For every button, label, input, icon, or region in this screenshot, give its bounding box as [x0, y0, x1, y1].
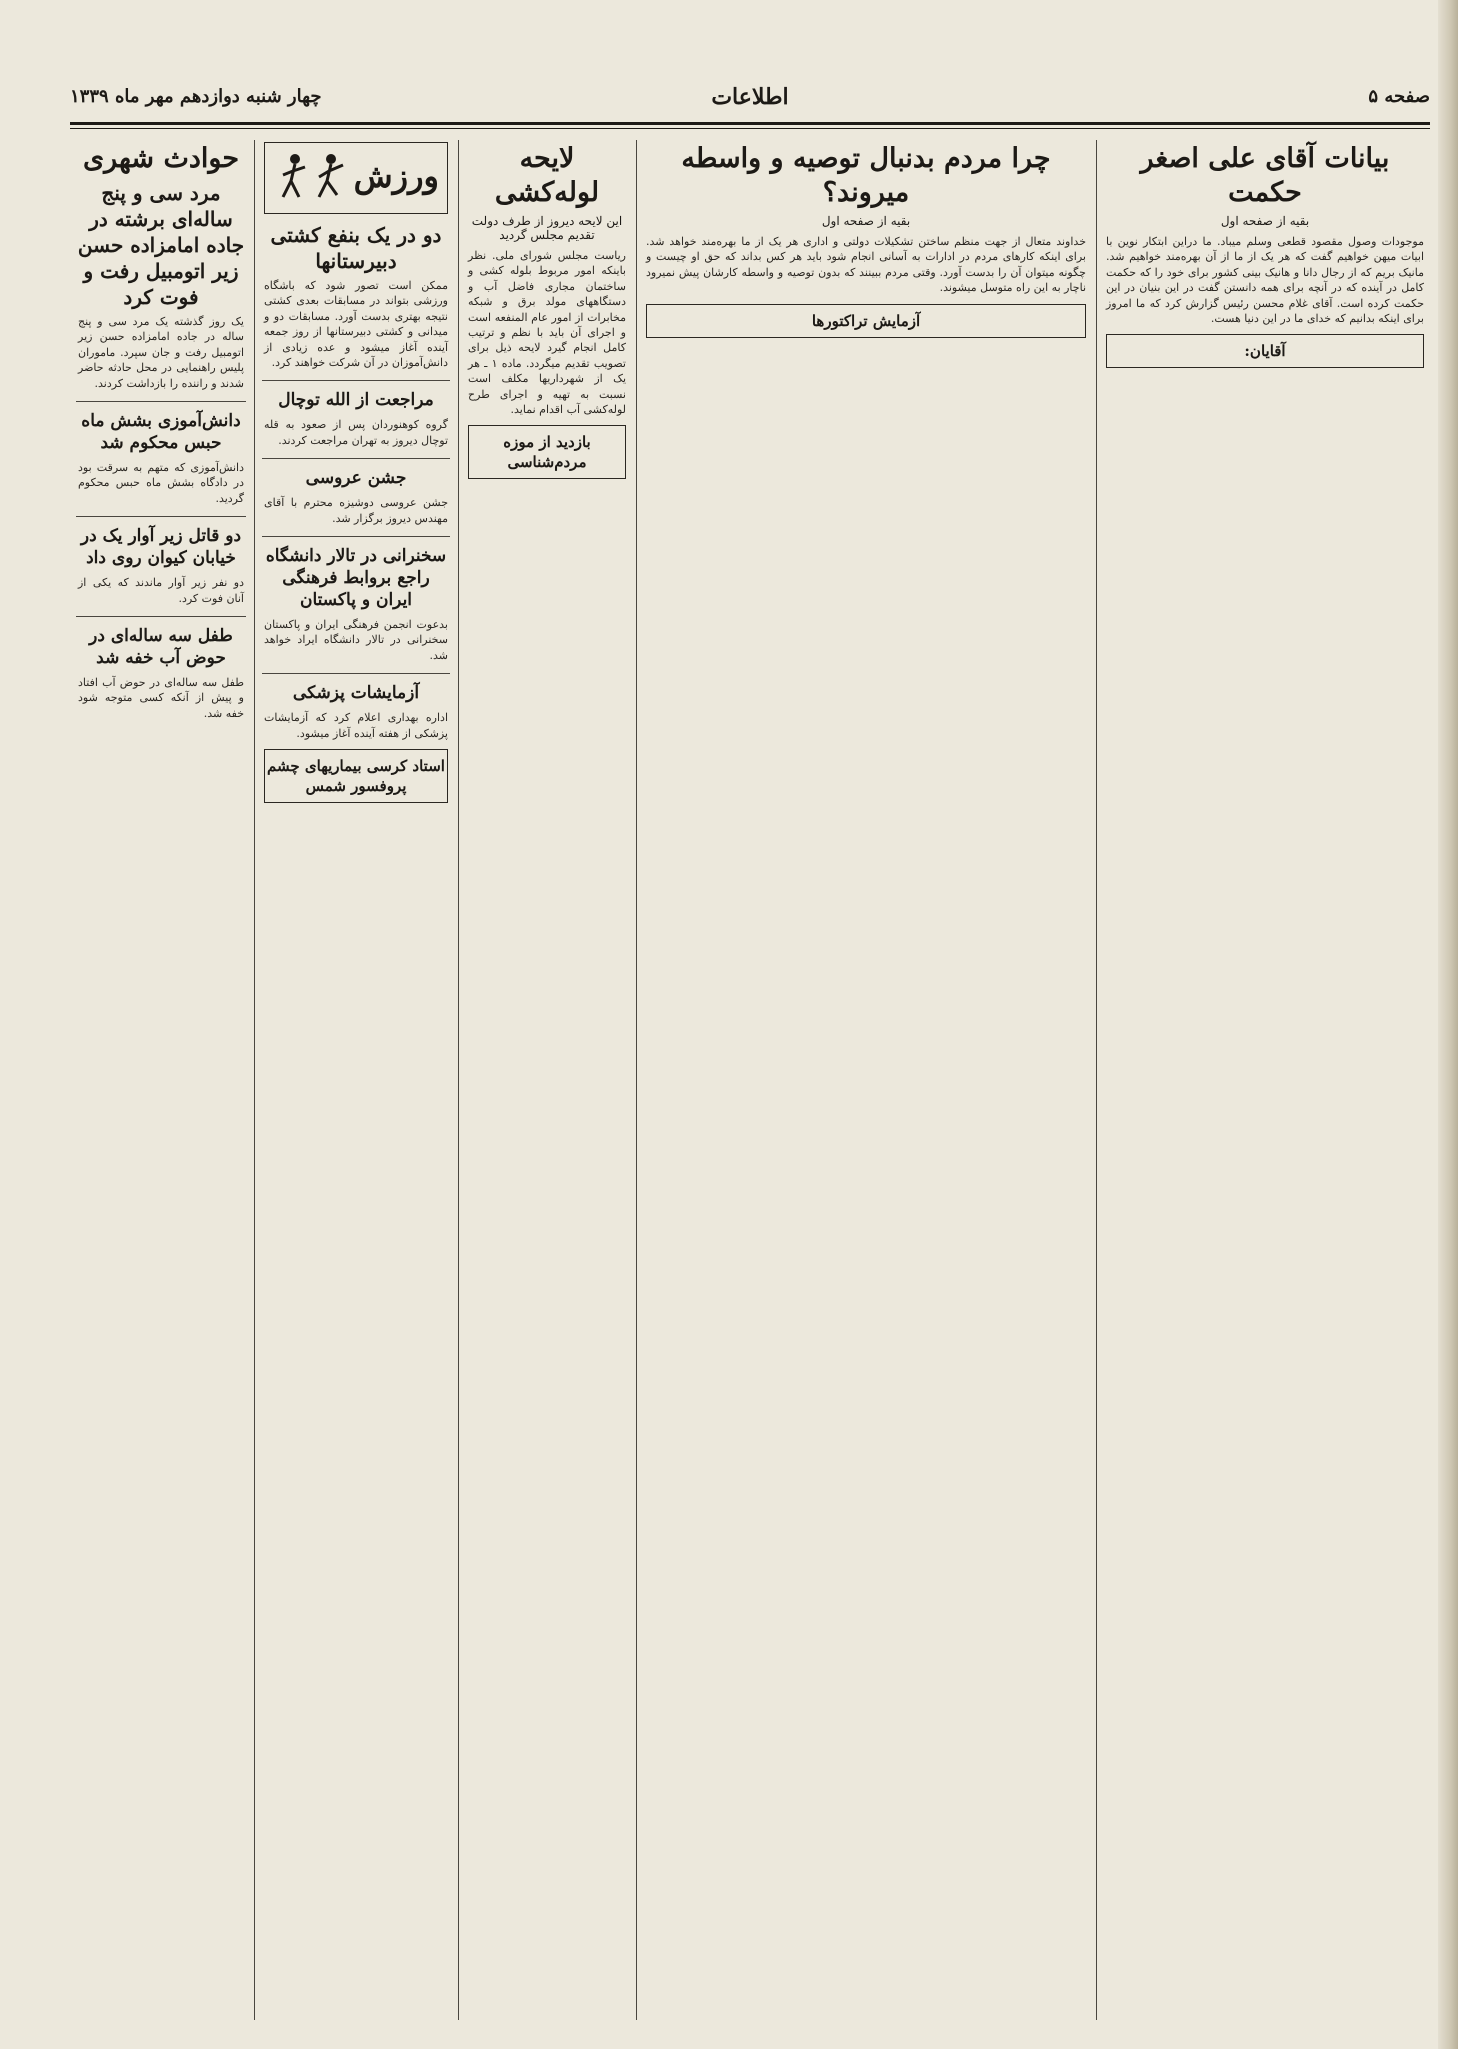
box-professor: استاد کرسی بیماریهای چشم پروفسور شمس [264, 749, 448, 803]
article-body: گروه کوهنوردان پس از صعود به قله توچال دیروز به تهران مراجعت کردند. [264, 418, 448, 447]
column-sports [258, 140, 454, 2035]
column-hekmat [1100, 140, 1430, 2035]
column-recommendation [640, 140, 1092, 2035]
column-rule [458, 140, 459, 2020]
kicker-recommendation: بقیه از صفحه اول [821, 214, 911, 228]
article-body: خداوند متعال از جهت منظم ساختن تشکیلات دولتی و اداری هر یک از ما بهره‌مند خواهد شد. برای اینکه کارهای مردم در ادارات به آسانی انجام شود باید هر کس بداند که حق او چیست و چگونه میتوان آن را بدست آورد. وقتی مردم ببینند که بدون توصیه و واسطه کارشان پیش نمیرود ناچار به این راه متوسل میشوند. [646, 235, 1086, 295]
masthead-rule-thin [70, 128, 1430, 129]
headline-tochal: مراجعت از الله توچال [262, 380, 450, 411]
column-city-events [72, 140, 250, 2035]
page-number: صفحه ۵ [1368, 86, 1430, 107]
issue-date: چهار شنبه دوازدهم مهر ماه ۱۳۳۹ [70, 86, 322, 107]
headline-medical-tests: آزمایشات پزشکی [262, 673, 450, 704]
headline-drowning: طفل سه ساله‌ای در حوض آب خفه شد [76, 616, 246, 669]
article-body: طفل سه ساله‌ای در حوض آب افتاد و پیش از آنکه کسی متوجه شود خفه شد. [78, 676, 244, 720]
article-body: بدعوت انجمن فرهنگی ایران و پاکستان سخنرانی در تالار دانشگاه ایراد خواهد شد. [264, 618, 448, 662]
box-agha: آقایان: [1106, 334, 1424, 368]
article-body: یک روز گذشته یک مرد سی و پنج ساله در جاده امامزاده حسن زیر اتومبیل رفت و جان سپرد. ماموران پلیس راهنمایی در محل حادثه حاضر شدند و راننده را بازداشت کردند. [78, 315, 244, 390]
article-body: ممکن است تصور شود که باشگاه ورزشی بتواند در مسابقات بعدی کشتی نتیجه بهتری بدست آورد. مسابقات دو و میدانی و کشتی دبیرستانها از روز جمعه آینده آغاز میشود و عده زیادی از دانش‌آموزان در آن شرکت خواهند کرد. [264, 279, 448, 370]
headline-hekmat: بیانات آقای علی اصغر حکمت [1140, 143, 1390, 208]
article-body: موجودات وصول مقصود قطعی وسلم میباد. ما دراین ابتکار نوین با ابیات میهن خواهیم گفت که هر یک از ما از آن بهره‌مند خواهیم شد. مانیک بریم که از رجال دانا و هانیک بینی کشور برای خود را که حکمت کامل در آینده که در آنچه برای همه دانستن گفت در این بنیان در این حکمت کرده است. آقای غلام محسن رئیس گزارش کرد که ما امروز برای اینکه بدانیم که خدای ما در این دنیا هست. [1106, 235, 1424, 326]
headline-city-events: حوادث شهری [82, 143, 240, 174]
article-body: دانش‌آموزی که متهم به سرقت بود در دادگاه بشش ماه حبس محکوم گردید. [78, 461, 244, 505]
column-rule [254, 140, 255, 2020]
headline-recommendation: چرا مردم بدنبال توصیه و واسطه میروند؟ [681, 143, 1051, 208]
box-museum: بازدید از موزه مردم‌شناسی [468, 425, 626, 479]
headline-accident: مرد سی و پنج ساله‌ای برشته در جاده امامزاده حسن زیر اتومبیل رفت و فوت کرد [77, 181, 245, 309]
headline-wedding: جشن عروسی [262, 458, 450, 489]
kicker-pipeline: این لایحه دیروز از طرف دولت تقدیم مجلس گردید [471, 214, 623, 242]
column-rule [636, 140, 637, 2020]
box-tractors: آزمایش تراکتورها [646, 304, 1086, 338]
masthead-rule [70, 122, 1430, 125]
headline-student-sentenced: دانش‌آموزی بشش ماه حبس محکوم شد [76, 401, 246, 454]
paper-name: اطلاعات [711, 84, 789, 110]
headline-wrestling: دو در یک بنفع کشتی دبیرستانها [270, 223, 442, 273]
runners-icon [275, 149, 355, 207]
headline-pipeline: لایحه لوله‌کشی [494, 143, 600, 208]
column-rule [1096, 140, 1097, 2020]
article-body: جشن عروسی دوشیزه محترم با آقای مهندس دیروز برگزار شد. [264, 496, 448, 525]
article-body: اداره بهداری اعلام کرد که آزمایشات پزشکی از هفته آینده آغاز میشود. [264, 711, 448, 740]
masthead [70, 82, 1430, 122]
kicker-hekmat: بقیه از صفحه اول [1220, 214, 1310, 228]
article-body: ریاست مجلس شورای ملی. نظر باینکه امور مربوط بلوله کشی و ساختمان مجاری فاضل آب و دستگاههای مولد برق و شبکه مخابرات از امور عام المنفعه است و اجرای آن باید با نظم و ترتیب کامل انجام گیرد لایحه ذیل برای تصویب تقدیم میگردد. ماده ۱ ـ هر یک از شهرداریها مکلف است نسبت به تهیه و اجرای طرح لوله‌کشی آب اقدام نماید. [468, 249, 626, 417]
headline-collapse: دو قاتل زیر آوار یک در خیابان کیوان روی داد [76, 516, 246, 569]
sports-banner [264, 142, 448, 214]
sports-label: ورزش [353, 157, 439, 195]
article-body: دو نفر زیر آوار ماندند که یکی از آنان فوت کرد. [78, 576, 244, 605]
page-edge [1438, 0, 1458, 2049]
headline-lecture: سخنرانی در تالار دانشگاه راجع بروابط فرهنگی ایران و پاکستان [262, 536, 450, 611]
column-pipeline-bill [462, 140, 632, 2035]
